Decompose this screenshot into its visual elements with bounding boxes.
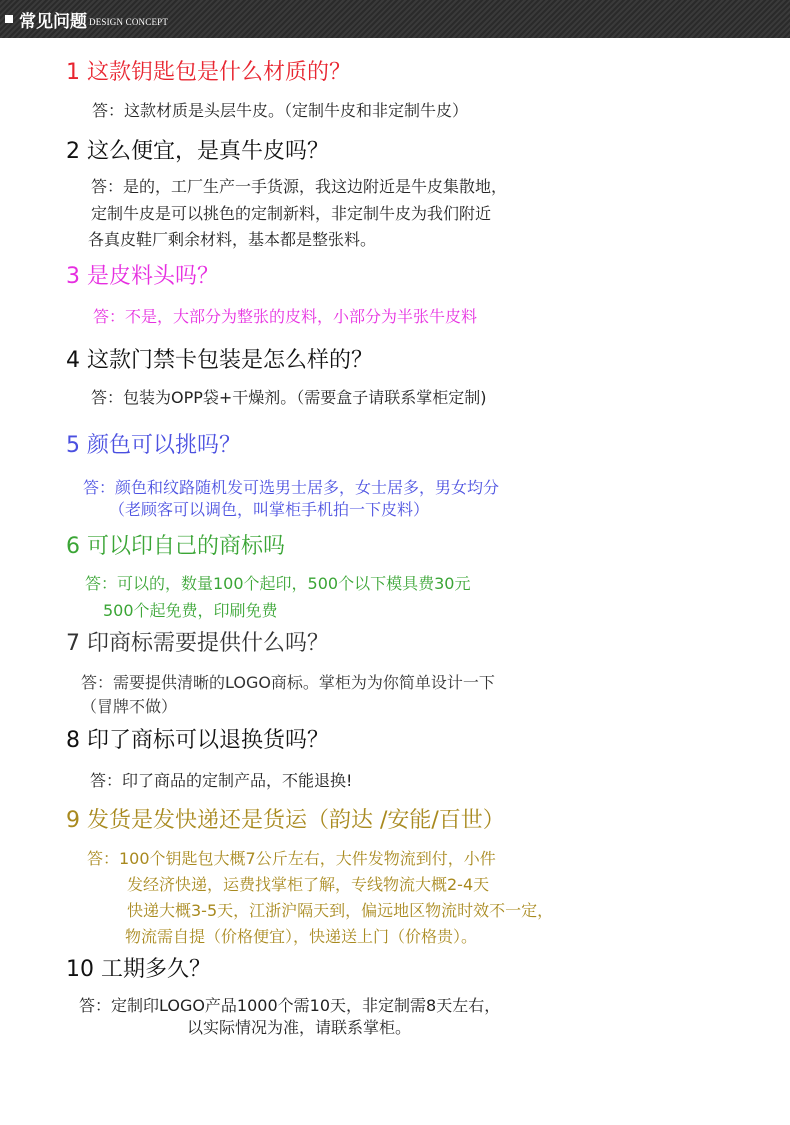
faq-answer-10-line-2: 以实际情况为准，请联系掌柜。: [187, 1018, 412, 1037]
faq-answer-3-line-1: 答：不是，大部分为整张的皮料，小部分为半张牛皮料: [93, 307, 478, 326]
faq-answer-2-line-2: 定制牛皮是可以挑色的定制新料，非定制牛皮为我们附近: [91, 204, 492, 223]
faq-answer-6-line-2: 500个起免费，印刷免费: [103, 601, 278, 620]
faq-question-6: 6 可以印自己的商标吗: [66, 534, 285, 559]
section-subtitle: DESIGN CONCEPT: [89, 17, 169, 27]
faq-question-5: 5 颜色可以挑吗？: [66, 433, 241, 458]
faq-answer-7-line-2: （冒牌不做）: [81, 697, 178, 716]
faq-answer-2-line-1: 答：是的，工厂生产一手货源，我这边附近是牛皮集散地，: [91, 177, 508, 196]
faq-question-2: 2 这么便宜，是真牛皮吗？: [66, 139, 329, 164]
faq-answer-9-line-2: 发经济快递，运费找掌柜了解，专线物流大概2-4天: [127, 875, 490, 894]
faq-answer-10-line-1: 答：定制印LOGO产品1000个需10天，非定制需8天左右，: [79, 996, 501, 1015]
faq-answer-9-line-1: 答：100个钥匙包大概7公斤左右，大件发物流到付，小件: [87, 849, 496, 868]
faq-question-7: 7 印商标需要提供什么吗？: [66, 631, 329, 656]
faq-question-4: 4 这款门禁卡包装是怎么样的？: [66, 348, 373, 373]
faq-answer-9-line-4: 物流需自提（价格便宜），快递送上门（价格贵）。: [125, 927, 478, 946]
section-title: 常见问题: [19, 11, 87, 32]
faq-answer-9-line-3: 快递大概3-5天，江浙沪隔天到，偏远地区物流时效不一定，: [127, 901, 554, 920]
faq-question-1: 1 这款钥匙包是什么材质的？: [66, 60, 351, 85]
faq-question-10: 10 工期多久？: [66, 957, 211, 982]
faq-answer-2-line-3: 各真皮鞋厂剩余材料，基本都是整张料。: [88, 230, 377, 249]
faq-answer-7-line-1: 答：需要提供清晰的LOGO商标。掌柜为为你简单设计一下: [81, 673, 495, 692]
faq-question-9: 9 发货是发快递还是货运（韵达 /安能/百世）: [66, 808, 505, 833]
faq-answer-1-line-1: 答：这款材质是头层牛皮。（定制牛皮和非定制牛皮）: [92, 101, 469, 120]
faq-answer-8-line-1: 答：印了商品的定制产品，不能退换!: [90, 771, 353, 790]
faq-answer-6-line-1: 答：可以的，数量100个起印，500个以下模具费30元: [85, 574, 471, 593]
faq-answer-4-line-1: 答：包装为OPP袋+干燥剂。（需要盒子请联系掌柜定制): [91, 388, 487, 407]
section-header: [0, 0, 790, 38]
square-bullet-icon: [5, 15, 13, 23]
faq-question-3: 3 是皮料头吗？: [66, 264, 219, 289]
faq-answer-5-line-2: （老顾客可以调色，叫掌柜手机拍一下皮料）: [109, 500, 430, 519]
faq-answer-5-line-1: 答：颜色和纹路随机发可选男士居多，女士居多，男女均分: [83, 478, 500, 497]
faq-question-8: 8 印了商标可以退换货吗？: [66, 728, 329, 753]
